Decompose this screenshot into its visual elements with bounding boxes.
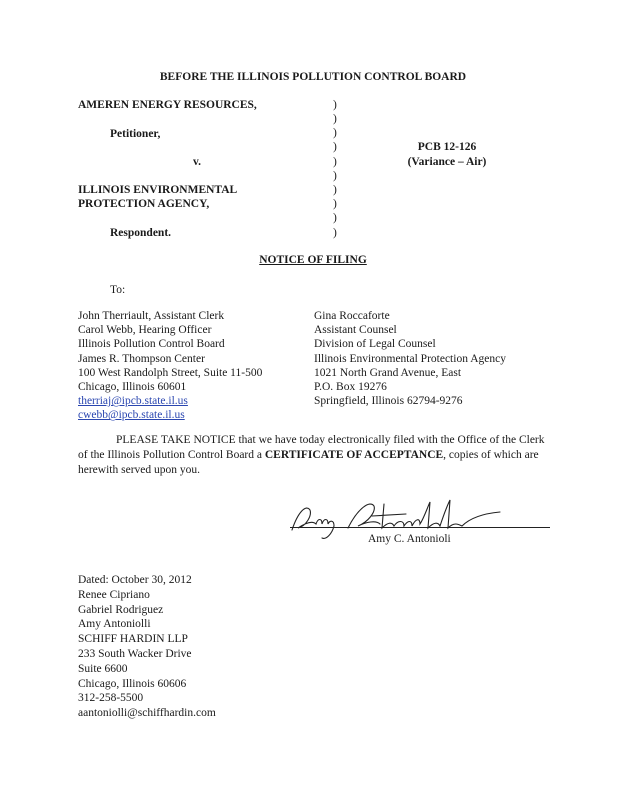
caption-paren: ) (333, 127, 337, 139)
dated-line: Dated: October 30, 2012 (78, 574, 192, 586)
signature-block (78, 573, 216, 721)
petitioner-role: Petitioner, (110, 128, 161, 140)
petitioner-name: AMEREN ENERGY RESOURCES, (78, 99, 257, 111)
respondent-name-line2: PROTECTION AGENCY, (78, 198, 210, 210)
paragraph-text: PLEASE TAKE NOTICE that we have today electronically filed with the Office of the Clerk of the Illinois Pollution Control Board a (78, 434, 545, 461)
recipient-block-left (78, 309, 262, 423)
address-line: Suite 6600 (78, 662, 128, 675)
signer-name: Amy C. Antonioli (368, 533, 451, 545)
email-link[interactable]: cwebb@ipcb.state.il.us (78, 409, 185, 422)
caption-paren: ) (333, 184, 337, 196)
document-title: CERTIFICATE OF ACCEPTANCE (264, 449, 444, 461)
respondent-name-line1: ILLINOIS ENVIRONMENTAL (78, 184, 238, 196)
recipient-line: Illinois Environmental Protection Agency (314, 352, 506, 365)
recipient-line: 100 West Randolph Street, Suite 11-500 (78, 366, 263, 379)
versus-label: v. (193, 156, 201, 168)
recipient-block-right (314, 309, 506, 408)
recipient-line: Assistant Counsel (314, 324, 397, 337)
caption-paren: ) (333, 170, 337, 182)
notice-heading: NOTICE OF FILING (259, 254, 367, 266)
recipient-line: Springfield, Illinois 62794-9276 (314, 395, 463, 408)
to-label: To: (110, 284, 126, 296)
recipient-line: John Therriault, Assistant Clerk (78, 310, 225, 322)
page-title: BEFORE THE ILLINOIS POLLUTION CONTROL BOARD (159, 71, 467, 83)
email-link[interactable]: therriaj@ipcb.state.il.us (78, 395, 188, 408)
recipient-line: Illinois Pollution Control Board (78, 338, 225, 351)
attorney-name: Gabriel Rodriguez (78, 603, 164, 616)
recipient-line: 1021 North Grand Avenue, East (314, 366, 462, 379)
case-type: (Variance – Air) (407, 156, 487, 168)
phone-number: 312-258-5500 (78, 692, 144, 705)
caption-paren: ) (333, 212, 337, 224)
caption-paren: ) (333, 198, 337, 210)
case-number: PCB 12-126 (417, 141, 477, 153)
caption-paren: ) (333, 99, 337, 111)
recipient-line: Carol Webb, Hearing Officer (78, 324, 212, 337)
signature-line (290, 527, 550, 528)
caption-paren: ) (333, 156, 337, 168)
caption-paren: ) (333, 113, 337, 125)
attorney-name: Renee Cipriano (78, 588, 150, 601)
email-address: aantoniolli@schiffhardin.com (78, 707, 216, 720)
caption-paren: ) (333, 227, 337, 239)
recipient-line: Gina Roccaforte (314, 310, 390, 322)
recipient-line: P.O. Box 19276 (314, 381, 387, 394)
attorney-name: Amy Antoniolli (78, 618, 151, 631)
address-line: Chicago, Illinois 60606 (78, 677, 187, 690)
notice-paragraph (78, 433, 550, 478)
paragraph-text: , copies of which are herewith served upon you. (78, 449, 539, 476)
firm-name: SCHIFF HARDIN LLP (78, 633, 188, 646)
recipient-line: James R. Thompson Center (78, 352, 205, 365)
recipient-line: Division of Legal Counsel (314, 338, 436, 351)
respondent-role: Respondent. (110, 227, 172, 239)
address-line: 233 South Wacker Drive (78, 647, 192, 660)
caption-paren: ) (333, 141, 337, 153)
recipient-line: Chicago, Illinois 60601 (78, 381, 187, 394)
